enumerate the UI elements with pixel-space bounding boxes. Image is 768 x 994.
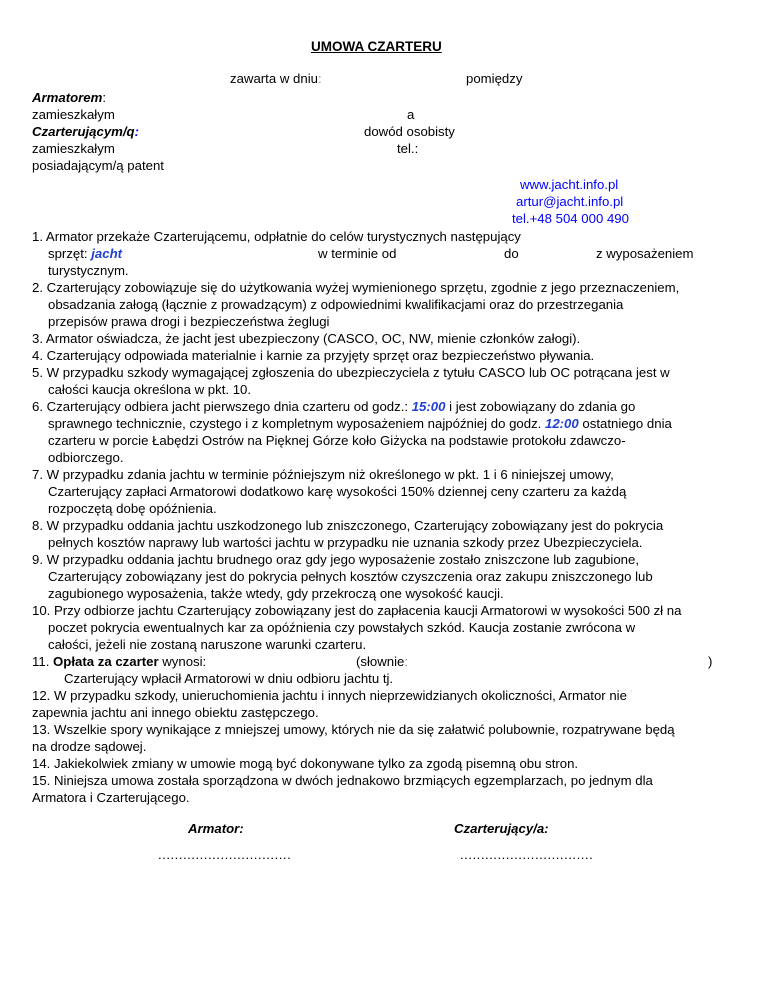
and-label: a [407,107,415,122]
clause-1-equip: z wyposażeniem [596,246,694,261]
clause-6-line4: odbiorczego. [48,450,124,465]
clause-8: 8. W przypadku oddania jachtu uszkodzonego lub zniszczonego, Czarterujący zobowiązany jest do pokrycia [32,518,664,533]
email-link[interactable]: artur@jacht.info.pl [516,194,624,209]
clause-12: 12. W przypadku szkody, unieruchomienia jachtu i innych nieprzewidzianych okoliczności, Armator nie [32,688,627,703]
clause-7-line2: Czarterujący zapłaci Armatorowi dodatkowo karę wysokości 150% dziennej ceny czarteru za każdą [48,484,627,499]
clause-7-line3: rozpoczętą dobę opóźnienia. [48,501,217,516]
clause-5: 5. W przypadku szkody wymagającej zgłoszenia do ubezpieczyciela z tytułu CASCO lub OC potrącana jest w [32,365,670,380]
clause-14: 14. Jakiekolwiek zmiany w umowie mogą być dokonywane tylko za zgodą pisemną obu stron. [32,756,579,771]
charterer-label: Czarterującym/q: [32,124,140,139]
clause-9-line2: Czarterujący zobowiązany jest do pokrycia pełnych kosztów czyszczenia oraz zakupu zniszczonego lub [48,569,653,584]
clause-13: 13. Wszelkie spory wynikające z mniejszej umowy, których nie da się załatwić polubownie, rozpatrywane będą [32,722,675,737]
patent-label: posiadającym/ą patent [32,158,164,173]
clause-6-line3: czarteru w porcie Łabędzi Ostrów na Pięknej Górze koło Giżycka na podstawie protokołu zdawczo- [48,433,626,448]
owner-signature-line: ................................ [158,847,292,862]
clause-6: 6. Czarterujący odbiera jacht pierwszego dnia czarteru od godz.: 15:00 i jest zobowiązany do zdania go [32,399,636,414]
owner-resident-label: zamieszkałym [32,107,115,122]
clause-1-equipment: sprzęt: jacht [48,246,123,261]
clause-15-line2: Armatora i Czarterującego. [32,790,190,805]
clause-11: 11. Opłata za czarter wynosi: [32,654,207,669]
website-link[interactable]: www.jacht.info.pl [520,177,619,192]
clause-11-words: (słownie: [356,654,409,669]
charterer-signature-line: ................................ [460,847,594,862]
clause-1: 1. Armator przekaże Czarterującemu, odpłatnie do celów turystycznych następujący [32,229,521,244]
clause-6-line2: sprawnego technicznie, czystego i z kompletnym wyposażeniem najpóźniej do godz. 12:00 ostatniego dnia [48,416,672,431]
clause-7: 7. W przypadku zdania jachtu w terminie późniejszym niż określonego w pkt. 1 i 6 niniejszej umowy, [32,467,614,482]
clause-11-close: ) [708,654,713,669]
clause-2: 2. Czarterujący zobowiązuje się do użytkowania wyżej wymienionego sprzętu, zgodnie z jego przeznaczeniem, [32,280,680,295]
clause-10-line2: poczet pokrycia ewentualnych kar za opóźnienia czy powstałych szkód. Kaucja zostanie zwrócona w [48,620,636,635]
clause-1-term: w terminie od [318,246,397,261]
clause-4: 4. Czarterujący odpowiada materialnie i karnie za przyjęty sprzęt oraz bezpieczeństwo pływania. [32,348,595,363]
concluded-on-label: zawarta w dniu: [230,71,322,86]
phone-label: tel.: [397,141,419,156]
clause-10: 10. Przy odbiorze jachtu Czarterujący zobowiązany jest do zapłacenia kaucji Armatorowi w wysokości 500 zł na [32,603,682,618]
clause-1-tourist: turystycznym. [48,263,129,278]
clause-3: 3. Armator oświadcza, że jacht jest ubezpieczony (CASCO, OC, NW, mienie członków załogi). [32,331,581,346]
clause-10-line3: całości, jeżeli nie zostaną naruszone warunki czarteru. [48,637,367,652]
phone-contact: tel.+48 504 000 490 [512,211,629,226]
clause-13-line2: na drodze sądowej. [32,739,147,754]
clause-2-line2: obsadzania załogą (łącznie z prowadzącym) z odpowiednimi kwalifikacjami oraz do przestrzegania [48,297,624,312]
between-label: pomiędzy [466,71,523,86]
clause-9: 9. W przypadku oddania jachtu brudnego oraz gdy jego wyposażenie zostało zniszczone lub zagubione, [32,552,640,567]
clause-8-line2: pełnych kosztów naprawy lub wartości jachtu w przypadku nie uznania szkody przez Ubezpieczyciela. [48,535,643,550]
charterer-resident-label: zamieszkałym [32,141,115,156]
owner-label: Armatorem: [32,90,107,105]
clause-1-to: do [504,246,519,261]
clause-2-line3: przepisów prawa drogi i bezpieczeństwa żeglugi [48,314,330,329]
clause-12-line2: zapewnia jachtu ani innego obiektu zastępczego. [32,705,319,720]
owner-signature-label: Armator: [188,821,244,836]
clause-9-line3: zagubionego wyposażenia, także wtedy, gdy przekroczą one wysokość kaucji. [48,586,504,601]
charterer-signature-label: Czarterujący/a: [454,821,549,836]
clause-11-line2: Czarterujący wpłacił Armatorowi w dniu odbioru jachtu tj. [64,671,394,686]
clause-15: 15. Niniejsza umowa została sporządzona w dwóch jednakowo brzmiących egzemplarzach, po jednym dla [32,773,653,788]
page-title: UMOWA CZARTERU [311,39,442,54]
id-card-label: dowód osobisty [364,124,455,139]
clause-5-line2: całości kaucja określona w pkt. 10. [48,382,252,397]
